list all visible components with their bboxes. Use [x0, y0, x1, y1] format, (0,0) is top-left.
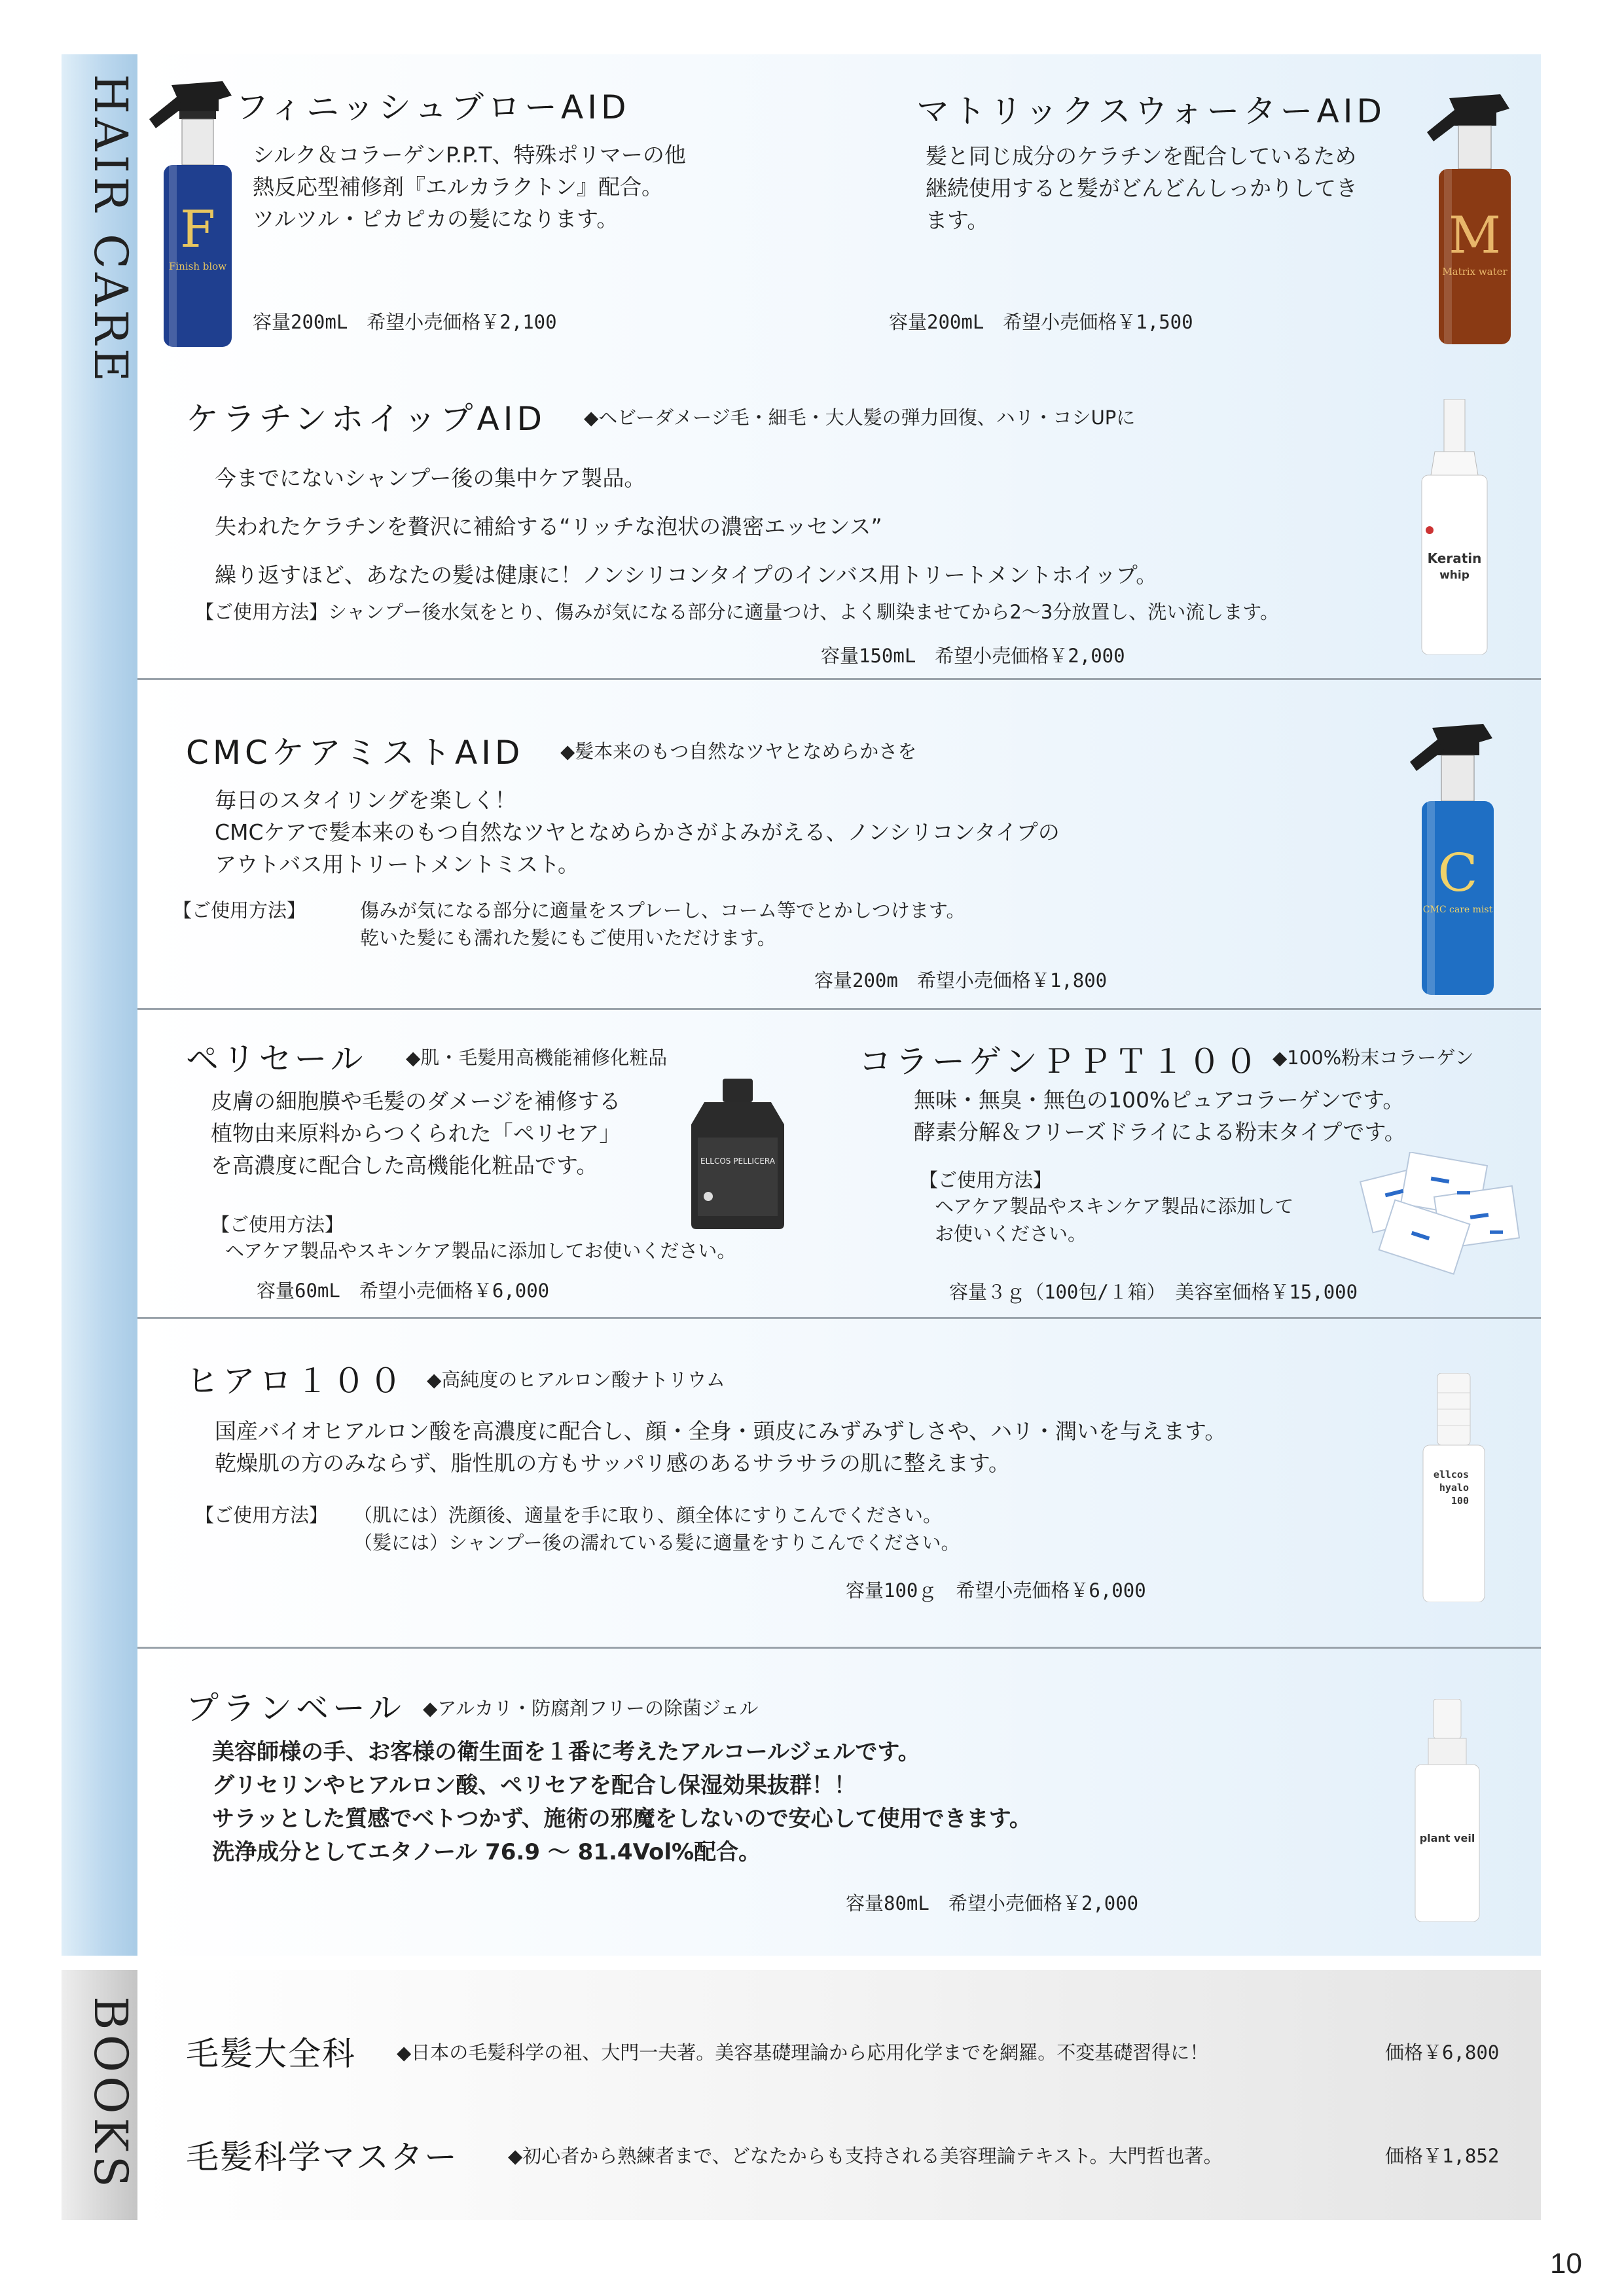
- collagen-usage: ヘアケア製品やスキンケア製品に添加して お使いください。: [935, 1195, 1294, 1245]
- divider: [137, 1647, 1541, 1649]
- cmc-mist-usage: 傷みが気になる部分に適量をスプレーし、コーム等でとかしつけます。 乾いた髪にも濡れた髪にもご使用いただけます。: [360, 899, 965, 949]
- matrix-water-title: マトリックスウォーターAID: [916, 92, 1386, 130]
- matrix-water-bottle-image: [1419, 88, 1517, 344]
- finish-blow-price: 容量200mL 希望小売価格￥2,100: [253, 311, 557, 333]
- book-2-desc: ◆初心者から熟練者まで、どなたからも支持される美容理論テキスト。大門哲也著。: [508, 2145, 1223, 2167]
- books-label: BOOKS: [84, 1996, 137, 2191]
- hyalo-title: ヒアロ１００: [186, 1362, 406, 1400]
- book-1-title: 毛髪大全科: [186, 2035, 356, 2073]
- hyalo-bottle-image: [1418, 1373, 1490, 1602]
- book-1-desc: ◆日本の毛髪科学の祖、大門一夫著。美容基礎理論から応用化学までを網羅。不変基礎習得に！: [397, 2041, 1209, 2064]
- collagen-usage-label: 【ご使用方法】: [919, 1169, 1053, 1191]
- keratin-whip-desc: 今までにないシャンプー後の集中ケア製品。 失われたケラチンを贅沢に補給する“リッチな泡状の濃密エッセンス” 繰り返すほど、あなたの髪は健康に！ノンシリコンタイプのインバス用トリートメントホイップ。: [215, 465, 1158, 588]
- pericell-bottle-image: [689, 1079, 787, 1229]
- hair-care-label: HAIR CARE: [84, 74, 137, 386]
- finish-blow-bottle-name: Finish blow: [168, 260, 227, 272]
- plant-veil-price: 容量80mL 希望小売価格￥2,000: [846, 1892, 1139, 1914]
- keratin-whip-bottle-label-1: Keratin: [1427, 550, 1482, 566]
- books-panel: [137, 1970, 1541, 2220]
- plant-veil-desc: 美容師様の手、お客様の衛生面を１番に考えたアルコールジェルです。 グリセリンやヒアルロン酸、ペリセアを配合し保湿効果抜群！！ サラッとした質感でベトつかず、施術の邪魔をしないので安心して使用できます。 洗浄成分としてエタノール 76.9 ～ 81.4Vol%配合。: [212, 1739, 1032, 1865]
- hyalo-desc: 国産バイオヒアルロン酸を高濃度に配合し、顔・全身・頭皮にみずみずしさや、ハリ・潤いを与えます。 乾燥肌の方のみならず、脂性肌の方もサッパリ感のあるサラサラの肌に整えます。: [215, 1418, 1227, 1476]
- cmc-mist-title: CMCケアミストAID: [186, 734, 524, 772]
- cmc-mist-price: 容量200m 希望小売価格￥1,800: [814, 969, 1108, 992]
- hair-care-sidebar: [62, 54, 137, 1956]
- pericell-desc: 皮膚の細胞膜や毛髪のダメージを補修する 植物由来原料からつくられた「ペリセア」 を高濃度に配合した高機能化粧品です。: [211, 1088, 621, 1178]
- keratin-whip-subtitle: ◆ヘビーダメージ毛・細毛・大人髪の弾力回復、ハリ・コシUPに: [584, 406, 1136, 429]
- hair-care-panel: [137, 54, 1541, 1956]
- cmc-mist-bottle-letter: C: [1437, 842, 1478, 903]
- keratin-whip-bottle-label-2: whip: [1439, 569, 1470, 582]
- divider: [137, 678, 1541, 680]
- hyalo-bottle-label-1: ellcos: [1433, 1469, 1469, 1480]
- plant-veil-subtitle: ◆アルカリ・防腐剤フリーの除菌ジェル: [423, 1697, 759, 1719]
- matrix-water-bottle-name: Matrix water: [1442, 266, 1507, 278]
- collagen-title: コラーゲンＰＰＴ１００: [859, 1043, 1261, 1081]
- pericell-usage-label: 【ご使用方法】: [211, 1213, 344, 1236]
- books-sidebar: [62, 1970, 137, 2220]
- pericell-price: 容量60mL 希望小売価格￥6,000: [257, 1280, 550, 1302]
- matrix-water-bottle-letter: M: [1449, 206, 1501, 265]
- cmc-mist-usage-label: 【ご使用方法】: [173, 899, 306, 922]
- keratin-whip-title: ケラチンホイップAID: [186, 400, 546, 438]
- book-2-title: 毛髪科学マスター: [186, 2138, 458, 2176]
- cmc-mist-desc: 毎日のスタイリングを楽しく！ CMCケアで髪本来のもつ自然なツヤとなめらかさがよみがえる、ノンシリコンタイプの アウトバス用トリートメントミスト。: [215, 787, 1060, 877]
- finish-blow-bottle-image: [145, 73, 237, 347]
- page-number: 10: [1550, 2248, 1582, 2280]
- book-1-price: 価格￥6,800: [1385, 2041, 1500, 2064]
- divider: [137, 1317, 1541, 1319]
- book-2-price: 価格￥1,852: [1385, 2145, 1500, 2167]
- hyalo-usage-label: 【ご使用方法】: [195, 1504, 329, 1526]
- plant-veil-bottle-image: [1413, 1699, 1482, 1922]
- divider: [137, 1008, 1541, 1010]
- keratin-whip-usage: 【ご使用方法】シャンプー後水気をとり、傷みが気になる部分に適量つけ、よく馴染ませてから2～3分放置し、洗い流します。: [195, 601, 1279, 623]
- pericell-title: ペリセール: [186, 1040, 367, 1078]
- keratin-whip-bottle-image: [1415, 399, 1494, 655]
- matrix-water-price: 容量200mL 希望小売価格￥1,500: [889, 311, 1193, 333]
- collagen-desc: 無味・無臭・無色の100%ピュアコラーゲンです。 酵素分解＆フリーズドライによる粉末タイプです。: [914, 1087, 1406, 1145]
- collagen-sachets-image: [1359, 1152, 1529, 1276]
- keratin-whip-price: 容量150mL 希望小売価格￥2,000: [821, 645, 1125, 667]
- collagen-price: 容量３ｇ（100包/１箱） 美容室価格￥15,000: [949, 1281, 1358, 1303]
- cmc-mist-bottle-name: CMC care mist: [1422, 905, 1493, 915]
- hyalo-price: 容量100ｇ 希望小売価格￥6,000: [846, 1579, 1146, 1602]
- plant-veil-bottle-label: plant veil: [1419, 1832, 1475, 1844]
- hyalo-bottle-label-3: 100: [1451, 1495, 1469, 1507]
- matrix-water-desc: 髪と同じ成分のケラチンを配合しているため 継続使用すると髪がどんどんしっかりしてき ます。: [926, 143, 1358, 233]
- hyalo-bottle-label-2: hyalo: [1439, 1482, 1469, 1494]
- pericell-usage: ヘアケア製品やスキンケア製品に添加してお使いください。: [225, 1240, 736, 1262]
- finish-blow-title: フィニッシュブローAID: [236, 88, 630, 126]
- cmc-mist-bottle-image: [1402, 717, 1500, 995]
- pericell-bottle-label: ELLCOS PELLICERA: [700, 1157, 775, 1166]
- plant-veil-title: プランベール: [186, 1689, 405, 1727]
- hyalo-subtitle: ◆高純度のヒアルロン酸ナトリウム: [427, 1369, 725, 1391]
- collagen-subtitle: ◆100%粉末コラーゲン: [1272, 1047, 1474, 1069]
- finish-blow-desc: シルク＆コラーゲンP.P.T、特殊ポリマーの他 熱反応型補修剤『エルカラクトン』配合。 ツルツル・ピカピカの髪になります。: [253, 142, 686, 232]
- finish-blow-bottle-letter: F: [179, 200, 216, 259]
- pericell-subtitle: ◆肌・毛髪用高機能補修化粧品: [406, 1047, 668, 1069]
- hyalo-usage: （肌には）洗顔後、適量を手に取り、顔全体にすりこんでください。 （髪には）シャンプー後の濡れている髪に適量をすりこんでください。: [353, 1504, 960, 1554]
- cmc-mist-subtitle: ◆髪本来のもつ自然なツヤとなめらかさを: [560, 740, 917, 762]
